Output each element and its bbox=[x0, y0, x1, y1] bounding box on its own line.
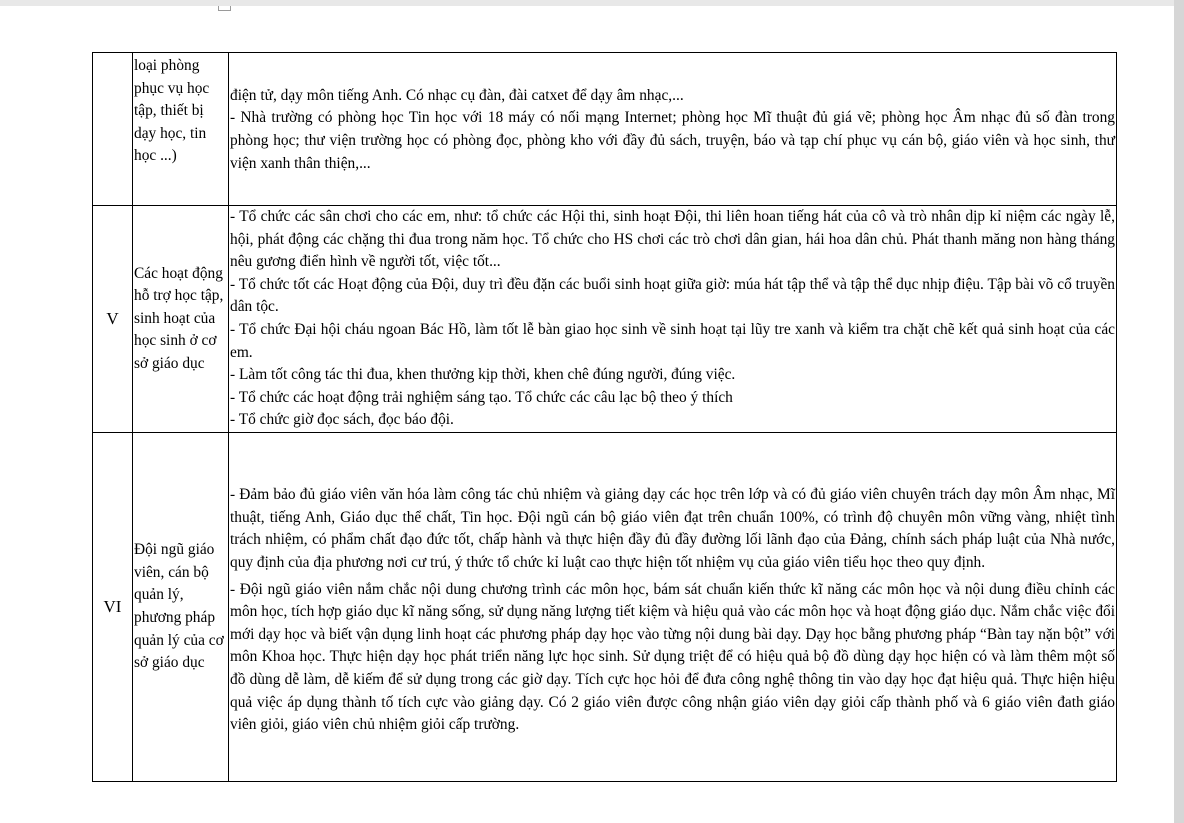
table-row bbox=[93, 53, 1117, 206]
table-row bbox=[93, 206, 1117, 433]
row-content-cell bbox=[229, 206, 1117, 433]
row-content-cell bbox=[229, 433, 1117, 782]
content-paragraph: - Tổ chức tốt các Hoạt động của Đội, duy trì đều đặn các buổi sinh hoạt giữa giờ: múa hát tập thể và tập thể dục nhịp điệu. Tập bài võ cổ truyền dân tộc. bbox=[230, 275, 1115, 316]
document-page bbox=[0, 6, 1174, 823]
content-paragraph: - Tổ chức giờ đọc sách, đọc báo đội. bbox=[230, 411, 454, 429]
row-content-cell bbox=[229, 53, 1117, 206]
table-row bbox=[93, 433, 1117, 782]
row-number-cell: VI bbox=[93, 433, 133, 782]
content-paragraph: điện tử, dạy môn tiếng Anh. Có nhạc cụ đàn, đài catxet để dạy âm nhạc,... bbox=[230, 86, 684, 104]
row-label-cell: Các hoạt động hỗ trợ học tập, sinh hoạt của học sinh ở cơ sở giáo dục bbox=[133, 206, 229, 433]
row-number-cell: V bbox=[93, 206, 133, 433]
row-label-cell: loại phòng phục vụ học tập, thiết bị dạy học, tin học ...) bbox=[133, 53, 229, 206]
row-number-cell bbox=[93, 53, 133, 206]
row-label-cell: Đội ngũ giáo viên, cán bộ quản lý, phương pháp quản lý của cơ sở giáo dục bbox=[133, 433, 229, 782]
content-paragraph: - Tổ chức các sân chơi cho các em, như: tổ chức các Hội thi, sinh hoạt Đội, thi liên hoan tiếng hát của cô và trò nhân dịp kỉ niệm các ngày lễ, hội, phát động các chặng thi đua trong năm học. Tổ chức cho HS chơi các trò chơi dân gian, hái hoa dân chủ. Phát thanh măng non hàng tháng nêu gương điển hình về người tốt, việc tốt... bbox=[230, 208, 1115, 271]
criteria-table bbox=[92, 52, 1117, 782]
content-paragraph: - Tổ chức các hoạt động trải nghiệm sáng tạo. Tổ chức các câu lạc bộ theo ý thích bbox=[230, 388, 733, 406]
content-paragraph: - Tổ chức Đại hội cháu ngoan Bác Hồ, làm tốt lễ bàn giao học sinh về sinh hoạt tại lũy tre xanh và kiểm tra chặt chẽ kết quả sinh hoạt của các em. bbox=[230, 321, 1115, 361]
ruler-indent-marker[interactable] bbox=[218, 6, 231, 11]
content-paragraph: - Nhà trường có phòng học Tin học với 18 máy có nối mạng Internet; phòng học Mĩ thuật đủ giá vẽ; phòng học Âm nhạc đủ số đàn trong phòng học; thư viện trường học có phòng đọc, phòng kho với đầy đủ sách, truyện, báo và tạp chí phục vụ cán bộ, giáo viên và học sinh, thư viện xanh thân thiện,... bbox=[230, 109, 1115, 172]
window-scroll-gutter[interactable] bbox=[1174, 0, 1184, 823]
content-paragraph: - Làm tốt công tác thi đua, khen thưởng kịp thời, khen chê đúng người, đúng việc. bbox=[230, 366, 736, 384]
content-paragraph: - Đội ngũ giáo viên nắm chắc nội dung chương trình các môn học, bám sát chuẩn kiến thức kĩ năng các môn học và nội dung điều chỉnh các môn học, tích hợp giáo dục kĩ năng sống, sử dụng năng lượng tiết kiệm và hiệu quả vào các môn học và hoạt động giáo dục. Nắm chắc việc đổi mới dạy học và biết vận dụng linh hoạt các phương pháp dạy học vào từng nội dung bài dạy. Dạy học bằng phương pháp “Bàn tay nặn bột” với môn Khoa học. Thực hiện dạy học phát triển năng lực học sinh. Sử dụng triệt để có hiệu quả bộ đồ dùng dạy học hiện có và làm thêm một số đồ dùng dễ làm, dễ kiếm để sử dụng trong các giờ dạy. Tích cực học hỏi để đưa công nghệ thông tin vào dạy học đạt hiệu quả. Thực hiện hiệu quả việc áp dụng thành tố tích cực vào giảng dạy. Có 2 giáo viên được công nhận giáo viên dạy giỏi cấp thành phố và 6 giáo viên đath giáo viên giỏi, giáo viên chủ nhiệm giỏi cấp trường. bbox=[230, 580, 1115, 734]
content-paragraph: - Đảm bảo đủ giáo viên văn hóa làm công tác chủ nhiệm và giảng dạy các học trên lớp và có đủ giáo viên chuyên trách dạy môn Âm nhạc, Mĩ thuật, tiếng Anh, Giáo dục thể chất, Tin học. Đội ngũ cán bộ giáo viên đạt trên chuẩn 100%, có trình độ chuyên môn vững vàng, nhiệt tình trách nhiệm, có phẩm chất đạo đức tốt, chấp hành và thực hiện đầy đủ đầy đường lối lãnh đạo của Đảng, chính sách pháp luật của Nhà nước, quy định của địa phương nơi cư trú, ý thức tổ chức kỉ luật cao thực hiện tốt nhiệm vụ của giáo viên tiểu học theo quy định. bbox=[230, 486, 1115, 572]
